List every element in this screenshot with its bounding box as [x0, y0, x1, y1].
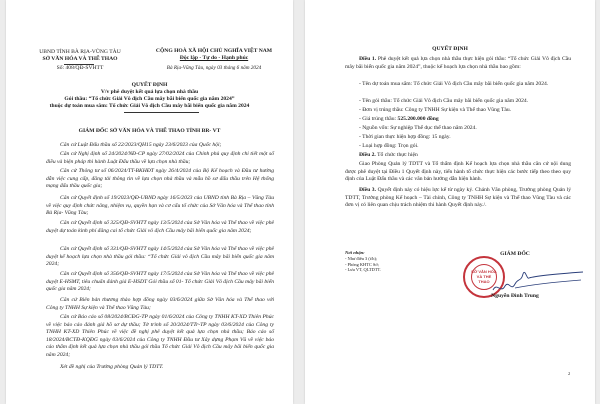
basis-6: Căn cứ Quyết định số 331/QĐ-SVHTT ngày 14/5/2024 của Sở Văn hóa và Thể thao về việc phê duyệt kế hoạch lựa chọn nhà thầu gói thầu: “Tổ chức Giải vô địch Cầu mây bãi biển quốc gia năm 2024;: [46, 246, 274, 267]
nation-line-1: CỘNG HOÀ XÃ HỘI CHỦ NGHĨA VIỆT NAM: [155, 48, 273, 54]
basis-2: Căn cứ Nghị định số 24/2024/NĐ-CP ngày 27/02/2024 của Chính phủ quy định chi tiết một số điều và biện pháp thi hành Luật Đấu thầu về lựa chọn nhà thầu;: [46, 151, 274, 165]
basis-3: Căn cứ Thông tư số 06/2024/TT-BKHĐT ngày 26/4/2024 của Bộ Kế hoạch và Đầu tư hướng dẫn việc cung cấp, đăng tải thông tin về lựa chọn nhà thầu và mẫu hồ sơ đấu thầu trên Hệ thống mạng đấu thầu quốc gia;: [46, 168, 274, 189]
org-line-2: SỞ VĂN HÓA VÀ THỂ THAO: [42, 56, 118, 62]
basis-10: Xét đề nghị của Trưởng phòng Quản lý TDTT.: [60, 364, 164, 370]
article-2-title: Tổ chức thực hiện: [377, 152, 418, 158]
basis-9: Căn cứ Báo cáo số 08/2024/BCĐG-TP ngày 01/6/2024 của Công ty TNHH KT-XD Thiên Phúc về việc báo cáo đánh giá hồ sơ dự thầu; Tờ trình số 20/2024/TTr-TP ngày 03/6/2024 của Công ty TNHH KT-XD Thiên Phúc về việc đề nghị phê duyệt kết quả lựa chọn nhà thầu; Báo cáo số 18/2024/BCTĐ-KQĐG ngày 03/6/2024 của Công ty TNHH Đầu tư Xây dựng Phạm Vũ về việc báo cáo thẩm định kết quả lựa chọn nhà thầu gói thầu Tổ chức Giải Vô địch Cầu mây bãi biển quốc gia năm 2024;: [46, 314, 274, 358]
org-underline: [64, 64, 94, 65]
article-1-item-4: - Nguồn vốn: Sự nghiệp Thể dục thể thao năm 2024.: [359, 125, 477, 131]
price-value: 525.200.000 đồng: [397, 116, 439, 122]
signer-name: Nguyễn Đình Trung: [491, 293, 539, 299]
recipient-2: - Phòng KHTC Sở;: [345, 261, 379, 267]
basis-8: Căn cứ Biên bản thương thảo hợp đồng ngày 03/6/2024 giữa Sở Văn hóa và Thể thao với Công ty TNHH Sự kiện và Thể thao Vũng Tàu;: [46, 297, 274, 311]
stamp-text: SỞ VĂN HÓA VÀ THỂ THAO: [471, 269, 497, 284]
article-3-text: Quyết định này có hiệu lực kể từ ngày ký. Chánh Văn phòng, Trưởng phòng Quản lý TDTT, Trưởng phòng Kế hoạch – Tài chính, Công ty TNHH Sự kiện và Thể thao Vũng Tàu và các đơn vị có liên quan chịu trách nhiệm thi hành Quyết định này./.: [345, 187, 572, 209]
article-1-text: Phê duyệt kết quả lựa chọn nhà thầu thực hiện gói thầu: “Tổ chức Giải Vô địch Cầu mây bãi biển quốc gia năm 2024”, thuộc kế hoạch lựa chọn nhà thầu bao gồm:: [345, 56, 571, 70]
article-1-item-2: - Tên gói thầu: Tổ chức Giải Vô địch Cầu mây bãi biển quốc gia năm 2024.: [359, 98, 529, 104]
article-1-label: Điều 1.: [359, 56, 377, 62]
article-2-label: Điều 2.: [359, 152, 376, 158]
recipient-3: - Lưu VT, QLTDTT.: [345, 267, 381, 272]
article-1-item-1: - Tên dự toán mua sắm: Tổ chức Giải Vô địch Cầu mây bãi biển quốc gia năm 2024.: [359, 81, 549, 87]
basis-7: Căn cứ Quyết định số 356/QĐ-SVHTT ngày 17/5/2024 của Sở Văn hóa và Thể thao về việc phê duyệt E-HSMT, tiêu chuẩn đánh giá E-HSDT Gói thầu số 01- Tổ chức Giải Vô địch Cầu mây bãi biển quốc gia năm 2024;: [46, 271, 274, 292]
article-1-item-6: - Loại hợp đồng: Trọn gói.: [359, 143, 419, 149]
nation-line-2: Độc lập - Tự do - Hạnh phúc: [179, 55, 249, 61]
article-1: [345, 56, 571, 71]
org-line-1: UBND TỈNH BÀ RỊA-VŨNG TÀU: [39, 49, 121, 55]
basis-4: Căn cứ Quyết định số 19/2023/QĐ-UBND ngày 16/5/2023 của UBND tỉnh Bà Rịa – Vũng Tàu về việc quy định chức năng, nhiệm vụ, quyền hạn và cơ cấu tổ chức của Sở Văn hóa và Thể thao tỉnh Bà Rịa- Vũng Tàu;: [46, 195, 274, 216]
title-underline: [124, 112, 199, 113]
article-3: [345, 187, 571, 210]
article-2-heading: [345, 152, 571, 160]
document-page-1: [6, 0, 293, 404]
decision-package: Gói thầu: “Tổ chức Giải Vô địch Cầu mây bãi biển quốc gia năm 2024”: [64, 96, 235, 102]
page-number: 2: [568, 371, 571, 376]
decision-subject: V/v phê duyệt kết quả lựa chọn nhà thầu: [100, 89, 199, 95]
decision-estimate: thuộc dự toán mua sắm: Tổ chức Giải Vô địch Cầu mây bãi biển quốc gia năm 2024: [49, 103, 250, 109]
decision-heading: QUYẾT ĐỊNH: [131, 82, 168, 88]
price-label: - Giá trúng thầu:: [359, 116, 398, 122]
article-1-price: [345, 116, 571, 124]
authority-heading: GIÁM ĐỐC SỞ VĂN HÓA VÀ THỂ THAO TỈNH BR- VT: [78, 128, 221, 134]
article-1-item-5: - Thời gian thực hiện hợp đồng: 15 ngày.: [359, 134, 451, 140]
doc-number: Số: 408/QĐ-SVHTT: [56, 65, 104, 71]
place-date: Bà Rịa-Vũng Tàu, ngày 03 tháng 6 năm 2024: [166, 65, 262, 71]
article-2-text: Giao Phòng Quản lý TDTT và Tổ thẩm định Kế hoạch lựa chọn nhà thầu căn cứ nội dung được phê duyệt tại Điều 1 Quyết định này, tiến hành tổ chức thực hiện các bước tiếp theo theo quy định của Luật Đấu thầu và các văn bản hướng dẫn hiện hành.: [345, 161, 571, 183]
article-1-item-3: - Đơn vị trúng thầu: Công ty TNHH Sự kiện và Thể thao Vũng Tàu.: [359, 107, 512, 113]
recipients-label: Nơi nhận:: [345, 250, 365, 255]
decision-heading-2: QUYẾT ĐỊNH: [432, 46, 468, 52]
signature-title: GIÁM ĐỐC: [500, 251, 530, 257]
article-3-label: Điều 3.: [359, 187, 376, 193]
basis-1: Căn cứ Luật Đấu thầu số 22/2023/QH15 ngày 23/6/2023 của Quốc hội;: [60, 142, 222, 148]
basis-5: Căn cứ Quyết định số 325/QĐ-SVHTT ngày 13/5/2024 của Sở Văn hóa và Thể thao về việc phê duyệt dự toán kinh phí đăng cai tổ chức Giải vô địch Cầu mây bãi biển quốc gia năm 2024;: [46, 220, 274, 234]
recipient-1: - Như điều 3 (t/h);: [345, 256, 378, 261]
document-page-2: [305, 0, 595, 404]
